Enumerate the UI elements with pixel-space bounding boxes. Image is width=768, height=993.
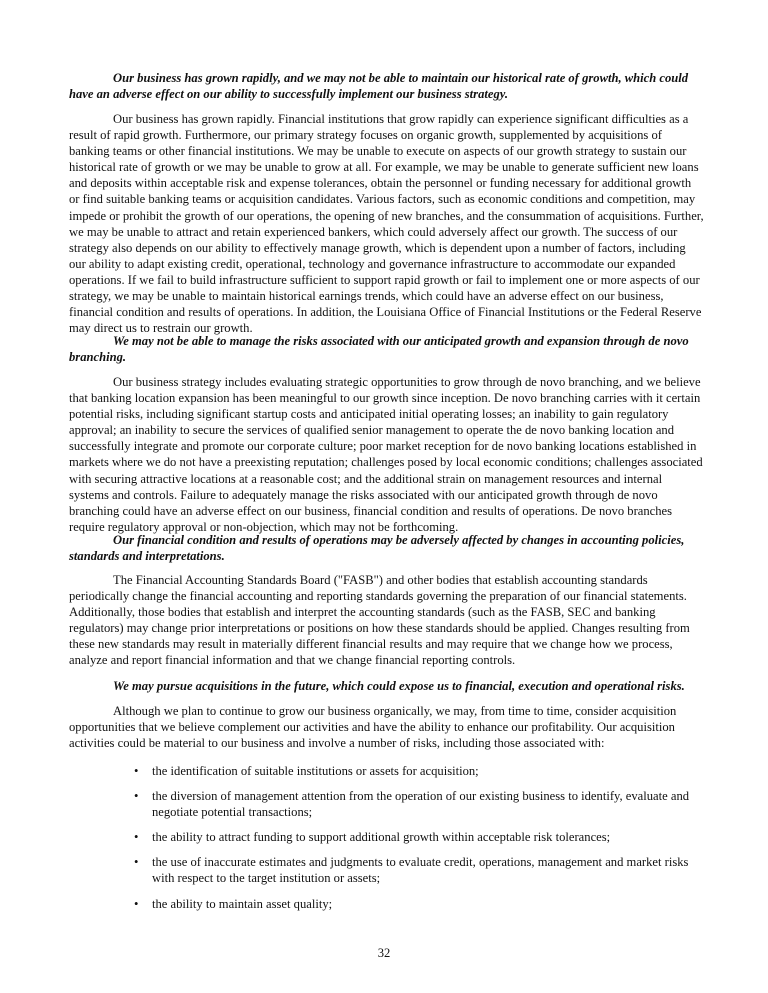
list-item-line: the identification of suitable institutions or assets for acquisition; xyxy=(152,764,479,778)
bullet-icon: • xyxy=(134,830,139,845)
body-line: impede or prohibit the growth of our operations, the opening of new branches, and the consummation of acquisitions. Further, xyxy=(69,208,704,223)
section-body-de-novo xyxy=(69,374,709,535)
bullet-icon: • xyxy=(134,789,139,804)
body-line: Our business strategy includes evaluating strategic opportunities to grow through de novo branching, and we believe xyxy=(113,375,701,389)
bullet-icon: • xyxy=(134,764,139,778)
body-line: activities could be material to our business and involve a number of risks, including those associated with: xyxy=(69,736,605,751)
heading-line: Our business has grown rapidly, and we may not be able to maintain our historical rate of growth, which could xyxy=(113,71,689,85)
body-line: potential risks, including significant startup costs and anticipated initial operating losses; an inability to gain regulatory xyxy=(69,407,669,422)
body-line: require regulatory approval or non-objection, which may not be forthcoming. xyxy=(69,519,459,534)
heading-line: branching. xyxy=(69,350,127,365)
list-item-line: the diversion of management attention from the operation of our existing business to identify, evaluate and xyxy=(152,789,690,804)
body-line: these new standards may result in materially different financial results and may require that we change how we process, xyxy=(69,637,673,652)
body-line: regulators) may change prior interpretations or positions on how these standards should be applied. Changes resulting from xyxy=(69,621,690,636)
body-line: Our business has grown rapidly. Financial institutions that grow rapidly can experience significant difficulties as a xyxy=(113,112,689,126)
body-line: markets where we do not have a preexisting reputation; challenges posed by local economic conditions; challenges associated xyxy=(69,455,703,470)
section-body-growth xyxy=(69,111,709,336)
body-line: Additionally, those bodies that establish and interpret the accounting standards (such as the FASB, SEC and banking xyxy=(69,605,656,620)
bullet-icon: • xyxy=(134,855,139,870)
heading-line: have an adverse effect on our ability to successfully implement our business strategy. xyxy=(69,87,509,102)
section-body-accounting xyxy=(69,572,709,669)
bullet-icon: • xyxy=(134,896,139,911)
section-heading-acquisitions xyxy=(69,678,709,694)
body-line: operations. If we fail to build infrastructure sufficient to support rapid growth or fail to implement one or more aspects of our xyxy=(69,272,700,287)
list-item xyxy=(134,788,714,820)
body-line: financial condition and results of operations. In addition, the Louisiana Office of Financial Institutions or the Federal Reserve xyxy=(69,305,702,320)
list-item-line: with respect to the target institution or assets; xyxy=(152,871,381,886)
body-line: analyze and report financial information and that we change financial reporting controls. xyxy=(69,653,516,668)
list-item-line: the use of inaccurate estimates and judgments to evaluate credit, operations, management and market risks xyxy=(152,855,689,870)
body-line: and deposits within acceptable risk and expense tolerances, obtain the personnel or funding necessary for additional growth xyxy=(69,176,692,191)
body-line: periodically change the financial accounting and reporting standards governing the preparation of our financial statements. xyxy=(69,589,687,604)
body-line: that banking location expansion has been meaningful to our growth since inception. De novo branching carries with it certain xyxy=(69,391,701,406)
page-number: 32 xyxy=(377,946,391,960)
body-line: successfully integrate and promote our corporate culture; poor market reception for de novo banking locations established in xyxy=(69,439,697,454)
body-line: result of rapid growth. Furthermore, our primary strategy focuses on organic growth, supplemented by acquisitions of xyxy=(69,128,662,143)
heading-line: standards and interpretations. xyxy=(69,549,225,564)
list-item-line: the ability to attract funding to support additional growth within acceptable risk tolerances; xyxy=(152,830,611,845)
body-line: strategy also depends on our ability to effectively manage growth, which is dependent upon a number of factors, including xyxy=(69,240,686,255)
heading-line: We may not be able to manage the risks associated with our anticipated growth and expansion through de novo xyxy=(113,334,689,348)
body-line: may direct us to restrain our growth. xyxy=(69,321,253,336)
body-line: systems and controls. Failure to adequately manage the risks associated with our anticipated growth through de novo xyxy=(69,487,658,502)
section-body-acquisitions xyxy=(69,703,709,751)
list-item-line: the ability to maintain asset quality; xyxy=(152,896,333,911)
list-item xyxy=(134,829,714,845)
body-line: approval; an inability to secure the services of qualified senior management to operate the de novo banking location and xyxy=(69,423,674,438)
list-item xyxy=(134,896,714,912)
list-item xyxy=(134,854,714,886)
body-line: historical rate of growth or we may be unable to grow at all. For example, we may be unable to generate sufficient new loans xyxy=(69,160,699,175)
body-line: or find suitable banking teams or acquisition candidates. Various factors, such as economic conditions and competition, may xyxy=(69,192,696,207)
body-line: with securing attractive locations at a reasonable cost; and the additional strain on management resources and internal xyxy=(69,471,663,486)
body-line: our ability to adapt existing credit, operational, technology and governance infrastructure to accommodate our expanded xyxy=(69,256,676,271)
body-line: banking teams or other financial institutions. We may be unable to execute on aspects of our growth strategy to sustain our xyxy=(69,144,687,159)
section-heading-growth xyxy=(69,70,709,102)
list-item xyxy=(134,763,714,779)
body-line: The Financial Accounting Standards Board ("FASB") and other bodies that establish accounting standards xyxy=(113,573,648,587)
body-line: strategy, we may be unable to maintain historical earnings trends, which could have an adverse effect on our business, xyxy=(69,289,664,304)
list-item-line: negotiate potential transactions; xyxy=(152,805,313,820)
heading-line: We may pursue acquisitions in the future, which could expose us to financial, execution and operational risks. xyxy=(113,679,685,693)
body-line: we may be unable to attract and retain experienced bankers, which could adversely affect our growth. The success of our xyxy=(69,224,678,239)
body-line: opportunities that we believe complement our activities and have the ability to enhance our profitability. Our acquisition xyxy=(69,720,675,735)
section-heading-de-novo xyxy=(69,333,709,365)
body-line: branching could have an adverse effect on our business, financial condition and results of operations. De novo branches xyxy=(69,503,673,518)
acquisition-risks-list xyxy=(134,763,714,912)
body-line: Although we plan to continue to grow our business organically, we may, from time to time, consider acquisition xyxy=(113,704,677,718)
heading-line: Our financial condition and results of operations may be adversely affected by changes in accounting policies, xyxy=(113,533,685,547)
section-heading-accounting xyxy=(69,532,709,564)
